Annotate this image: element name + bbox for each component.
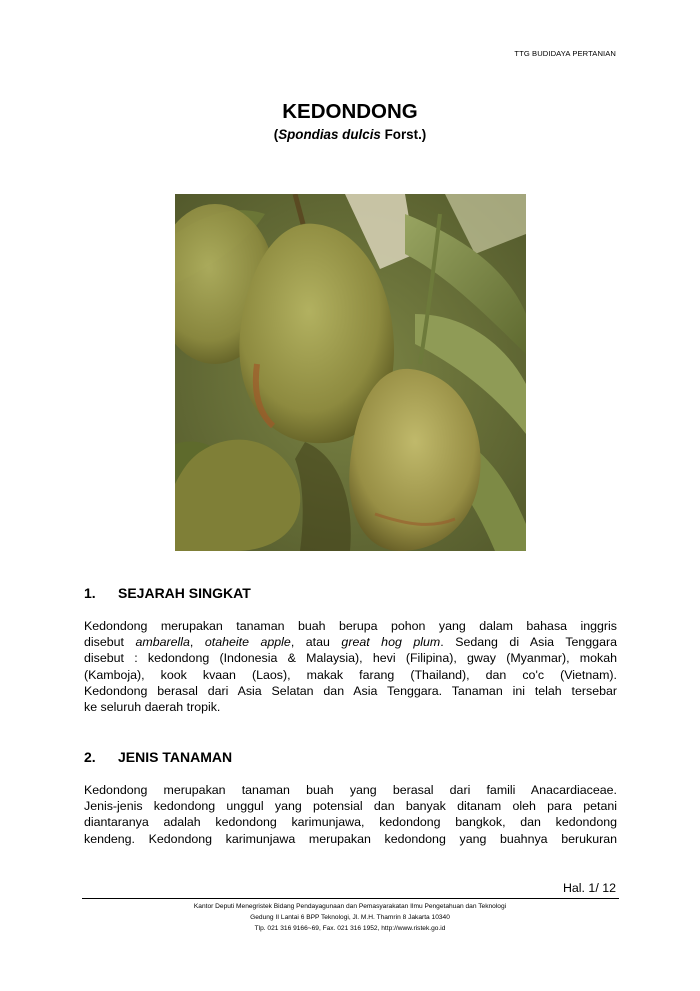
- species-author: Forst.): [380, 127, 427, 142]
- section-paragraph: [84, 782, 617, 847]
- section-jenis-tanaman: [84, 747, 617, 847]
- text-run: ,: [189, 635, 205, 650]
- italic-term: ambarella: [135, 635, 190, 650]
- page-header: TTG BUDIDAYA PERTANIAN: [514, 49, 616, 58]
- paragraph-line: (Kamboja), kook kvaan (Laos), makak farang (Thailand), dan co'c (Vietnam).: [84, 667, 617, 682]
- footer-line: Kantor Deputi Menegristek Bidang Pendayagunaan dan Pemasyarakatan Ilmu Pengetahuan dan Teknologi: [193, 903, 507, 910]
- subtitle-open: (: [273, 127, 279, 142]
- paragraph-line: diantaranya adalah kedondong karimunjawa, kedondong bangkok, dan kedondong: [84, 815, 617, 830]
- section-title: SEJARAH SINGKAT: [118, 585, 251, 601]
- document-subtitle: [0, 126, 700, 144]
- paragraph-line: Kedondong merupakan tanaman buah berupa pohon yang dalam bahasa inggris: [84, 619, 617, 633]
- footer-line: Tlp. 021 316 9166~69, Fax. 021 316 1952, http://www.ristek.go.id: [254, 925, 446, 932]
- footer-divider: [82, 898, 619, 899]
- footer-line: Gedung II Lantai 6 BPP Teknologi, Jl. M.H. Thamrin 8 Jakarta 10340: [250, 914, 450, 921]
- paragraph-line: ke seluruh daerah tropik.: [84, 700, 221, 715]
- italic-term: great hog plum: [341, 635, 441, 650]
- paragraph-line: Jenis-jenis kedondong unggul yang potensial dan banyak ditanam oleh para petani: [84, 799, 617, 814]
- page-number: Hal. 1/ 12: [562, 881, 616, 895]
- paragraph-line: Kedondong merupakan tanaman buah yang berasal dari famili Anacardiaceae.: [84, 783, 617, 797]
- section-paragraph: [84, 618, 617, 715]
- paragraph-line: Kedondong berasal dari Asia Selatan dan Asia Tenggara. Tanaman ini telah tersebar: [84, 683, 617, 698]
- fruit-illustration: [175, 194, 526, 551]
- section-heading: [84, 747, 617, 767]
- paragraph-line: [84, 634, 617, 650]
- species-name: Spondias dulcis: [278, 127, 381, 142]
- section-title: JENIS TANAMAN: [118, 749, 233, 765]
- section-heading: [84, 583, 617, 603]
- document-title: KEDONDONG: [282, 100, 418, 123]
- title-block: [0, 100, 700, 144]
- paragraph-line: kendeng. Kedondong karimunjawa merupakan kedondong yang buahnya berukuran: [84, 831, 617, 846]
- page-footer: [0, 901, 700, 934]
- section-sejarah-singkat: [84, 583, 617, 715]
- kedondong-photo: [175, 194, 526, 551]
- text-run: , atau: [290, 635, 342, 650]
- italic-term: otaheite apple: [204, 635, 291, 650]
- paragraph-line: disebut : kedondong (Indonesia & Malaysia), hevi (Filipina), gway (Myanmar), mokah: [84, 651, 617, 666]
- section-number: 1.: [84, 585, 96, 601]
- section-number: 2.: [84, 749, 96, 765]
- text-run: disebut: [84, 635, 136, 650]
- text-run: . Sedang di Asia Tenggara: [440, 635, 617, 650]
